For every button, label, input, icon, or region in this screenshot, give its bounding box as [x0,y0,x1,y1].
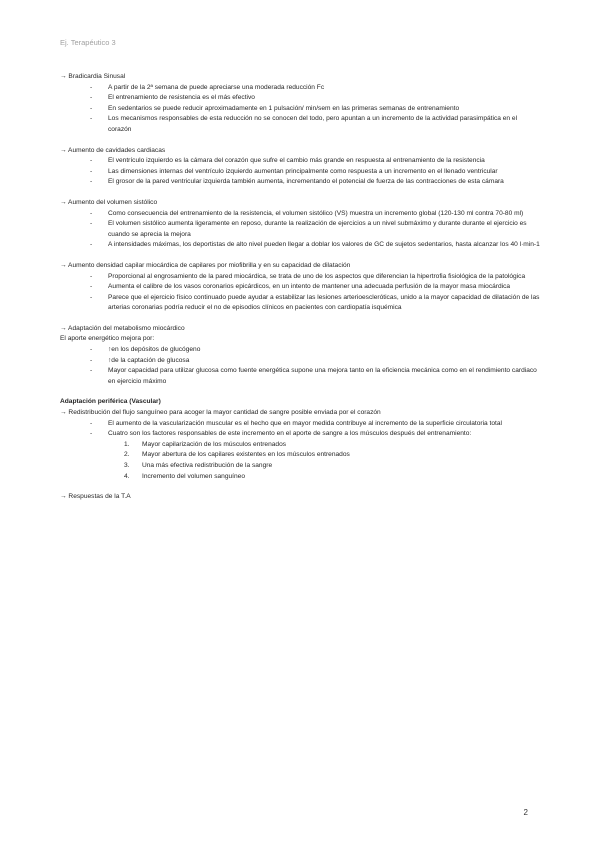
item-number: 4. [124,472,130,480]
item-text: Incremento del volumen sanguíneo [142,472,246,480]
page-header: Ej. Terapéutico 3 [60,38,116,47]
section-volumen-sistolico [60,198,542,251]
document-body [60,72,542,513]
item-text: Una más efectiva redistribución de la sangre [142,462,273,469]
list-item: - En sedentarios se puede reducir aproximadamente en 1 pulsación/ min/sem en las primeras semanas de entrenamiento [108,104,542,115]
section-title: → Aumento de cavidades cardiacas [60,146,166,154]
numbered-item [124,461,542,472]
section-title: → Aumento del volumen sistólico [60,198,158,206]
section-title: → Respuestas de la T.A [60,493,131,501]
list-item: - ↑en los depósitos de glucógeno [108,345,542,356]
list-item: - Parece que el ejercicio físico continuado puede ayudar a estabilizar las lesiones arterioescleróticas, unido a la mayor capacidad de dilatación de las arterias coronarias podría reducir el no de episodios clínicos en pacientes con cardiopatía isquémica [108,293,542,314]
list-item: - Mayor capacidad para utilizar glucosa como fuente energética supone una mejora tanto en la eficiencia mecánica como en el rendimiento cardiaco en ejercicio máximo [108,366,542,387]
numbered-item [124,440,542,451]
section-densidad-capilar [60,261,542,314]
list-item: - A partir de la 2ª semana de puede apreciarse una moderada reducción Fc [108,83,542,94]
section-intro: El aporte energético mejora por: [60,335,155,343]
list-item: - Proporcional al engrosamiento de la pared miocárdica, se trata de uno de los aspectos que diferencian la hipertrofia fisiológica de la patológica [108,272,542,283]
bullet-list [60,419,542,440]
list-item: - Las dimensiones internas del ventrículo izquierdo aumentan principalmente como respuesta a un incremento en el llenado ventricular [108,167,542,178]
list-item: - El volumen sistólico aumenta ligeramente en reposo, durante la realización de ejercicios a un nivel submáximo y durante durante el ejercicio es cuando se aprecia la mejora [108,219,542,240]
bullet-list [60,156,542,188]
section-title: → Redistribución del flujo sanguíneo para acoger la mayor cantidad de sangre posible enviada por el corazón [60,409,381,417]
section-heading: Adaptación periférica (Vascular) [60,398,161,406]
bullet-list [60,272,542,314]
bullet-list [60,209,542,251]
section-cavidades [60,146,542,188]
list-item: - Cuatro son los factores responsables de este incremento en el aporte de sangre a los músculos después del entrenamiento: [108,429,542,440]
item-number: 3. [124,462,130,469]
section-metabolismo [60,324,542,388]
bullet-list [60,83,542,136]
section-title: → Adaptación del metabolismo miocárdico [60,324,185,332]
item-text: Mayor capilarización de los músculos entrenados [142,440,287,448]
numbered-item [124,450,542,461]
section-title: → Aumento densidad capilar miocárdica de capilares por miofibrilla y en su capacidad de dilatación [60,261,351,269]
list-item: - El aumento de la vascularización muscular es el hecho que en mayor medida contribuye al incremento de la superficie circulatoria total [108,419,542,430]
item-number: 1. [124,440,130,448]
list-item: - Como consecuencia del entrenamiento de la resistencia, el volumen sistólico (VS) muestra un incremento global (120-130 ml contra 70-80 ml) [108,209,542,220]
section-respuestas-ta [60,492,542,503]
list-item: - A intensidades máximas, los deportistas de alto nivel pueden llegar a doblar los valores de GC de sujetos sedentarios, hasta alcanzar los 40 l·min-1 [108,240,542,251]
item-text: Mayor abertura de los capilares existentes en los músculos entrenados [142,451,350,459]
numbered-list [60,440,542,482]
section-title: → Bradicardia Sinusal [60,73,126,80]
numbered-item [124,472,542,483]
item-number: 2. [124,451,130,459]
bullet-list [60,345,542,387]
list-item: - Los mecanismos responsables de esta reducción no se conocen del todo, pero apuntan a un incremento de la actividad parasimpática en el corazón [108,114,542,135]
section-bradicardia [60,72,542,136]
section-adaptacion-periferica [60,397,542,482]
list-item: - Aumenta el calibre de los vasos coronarios epicárdicos, en un intento de mantener una adecuada perfusión de la mayor masa miocárdica [108,282,542,293]
list-item: - El ventrículo izquierdo es la cámara del corazón que sufre el cambio más grande en respuesta al entrenamiento de la resistencia [108,156,542,167]
list-item: - ↑de la captación de glucosa [108,356,542,367]
list-item: - El grosor de la pared ventricular izquierda también aumenta, incrementando el potencial de fuerza de las contracciones de esta cámara [108,177,542,188]
list-item: - El entrenamiento de resistencia es el más efectivo [108,93,542,104]
page-number: 2 [523,808,528,817]
